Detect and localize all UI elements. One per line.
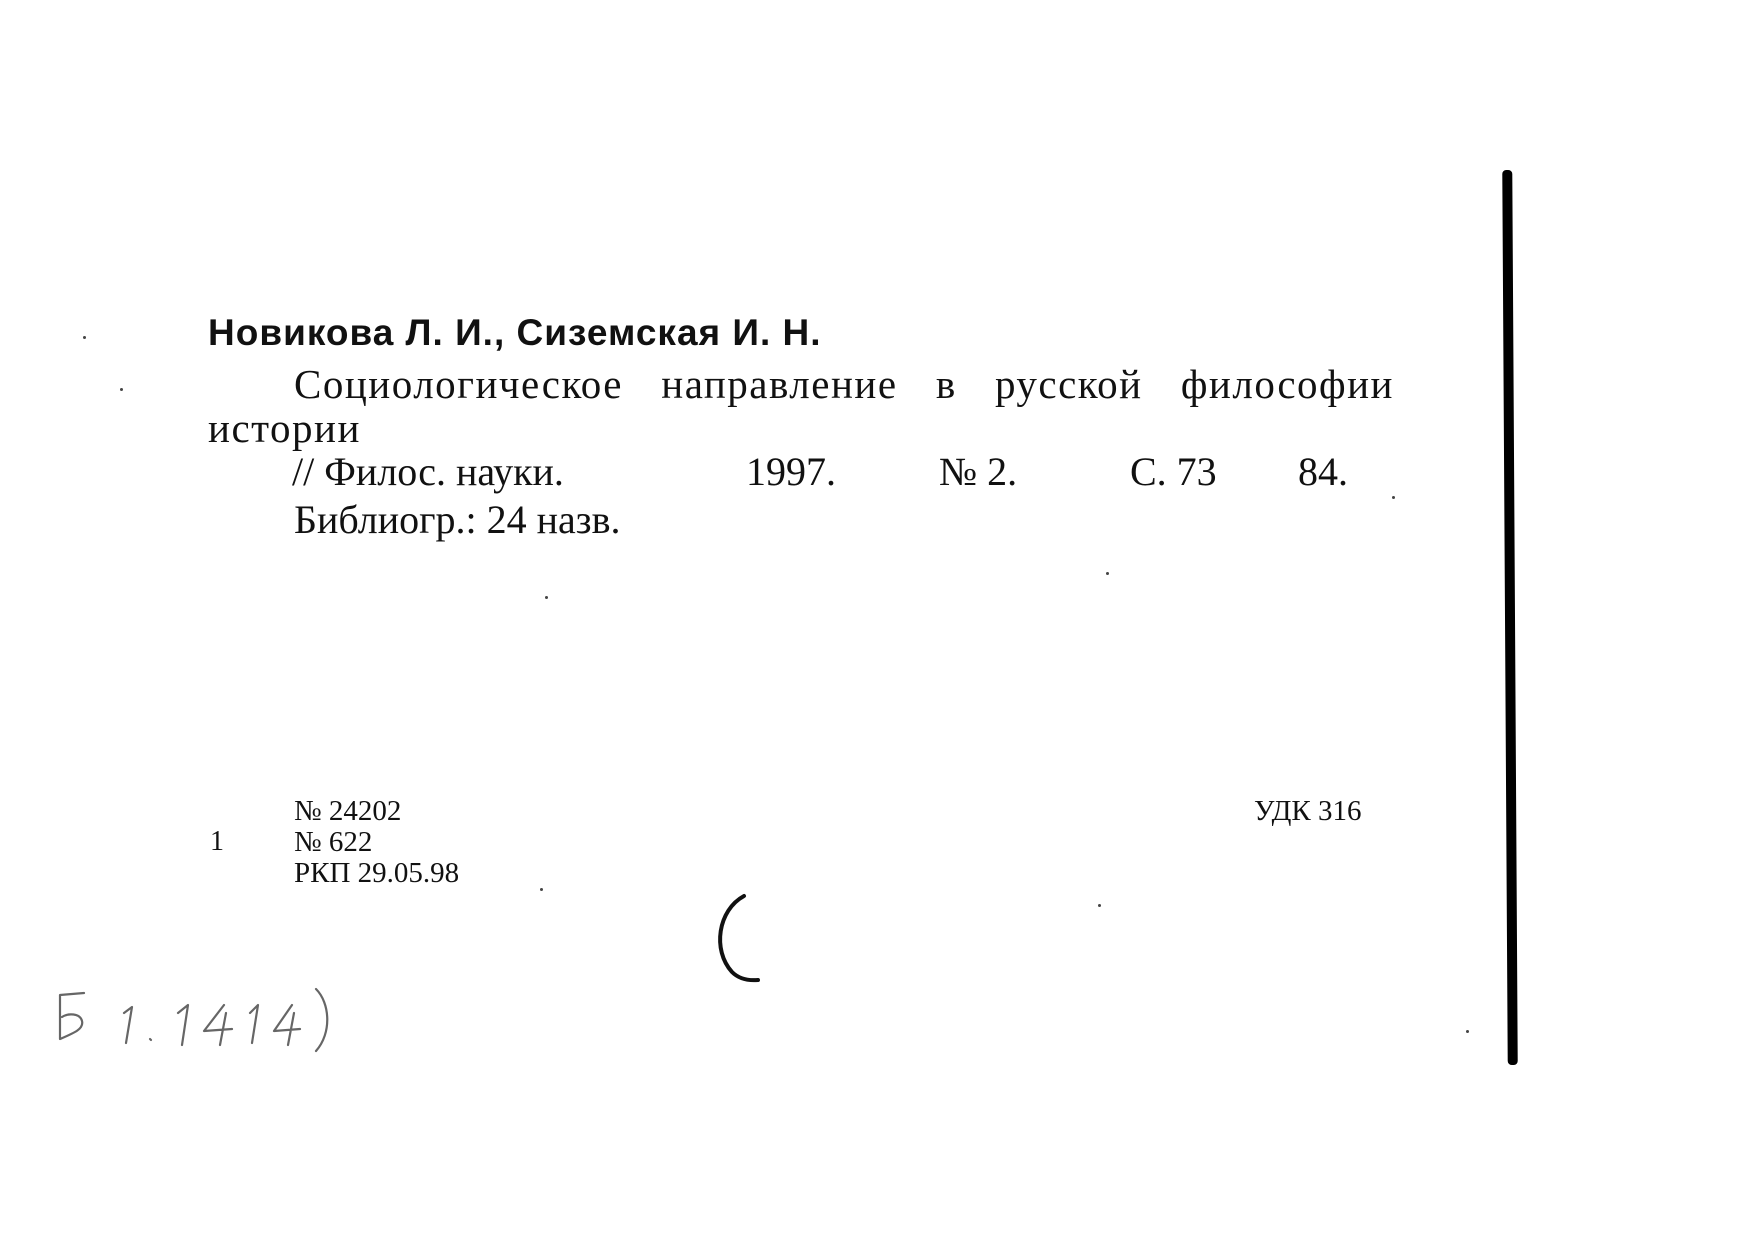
punch-hole-arc (704, 892, 794, 984)
title-line-1: Социологическое направление в русской философии (294, 361, 1394, 407)
source-year: 1997. (746, 449, 836, 494)
paper-speck (83, 336, 86, 339)
paper-speck (540, 888, 543, 891)
rkp-date: РКП 29.05.98 (294, 857, 460, 889)
margin-mark: 1 (210, 826, 224, 857)
paper-speck (1098, 904, 1101, 907)
paper-speck (545, 596, 548, 599)
source-journal: // Филос. науки. (292, 449, 564, 494)
registration-number-2: № 622 (294, 826, 373, 858)
right-border-rule (1502, 170, 1517, 1065)
title-line-2: истории (208, 405, 361, 451)
authors-heading: Новикова Л. И., Сиземская И. Н. (208, 312, 822, 353)
paper-speck (1106, 572, 1109, 575)
registration-number-1: № 24202 (294, 795, 402, 827)
source-pages-start: С. 73 (1130, 449, 1217, 494)
udc-code: УДК 316 (1254, 795, 1362, 827)
bibliography-note: Библиогр.: 24 назв. (294, 497, 621, 542)
source-issue: № 2. (939, 449, 1018, 494)
source-pages-end: 84. (1298, 449, 1348, 494)
paper-speck (120, 388, 123, 391)
handwritten-shelf-mark (54, 983, 344, 1053)
paper-speck (1466, 1030, 1469, 1033)
paper-speck (1392, 496, 1395, 499)
